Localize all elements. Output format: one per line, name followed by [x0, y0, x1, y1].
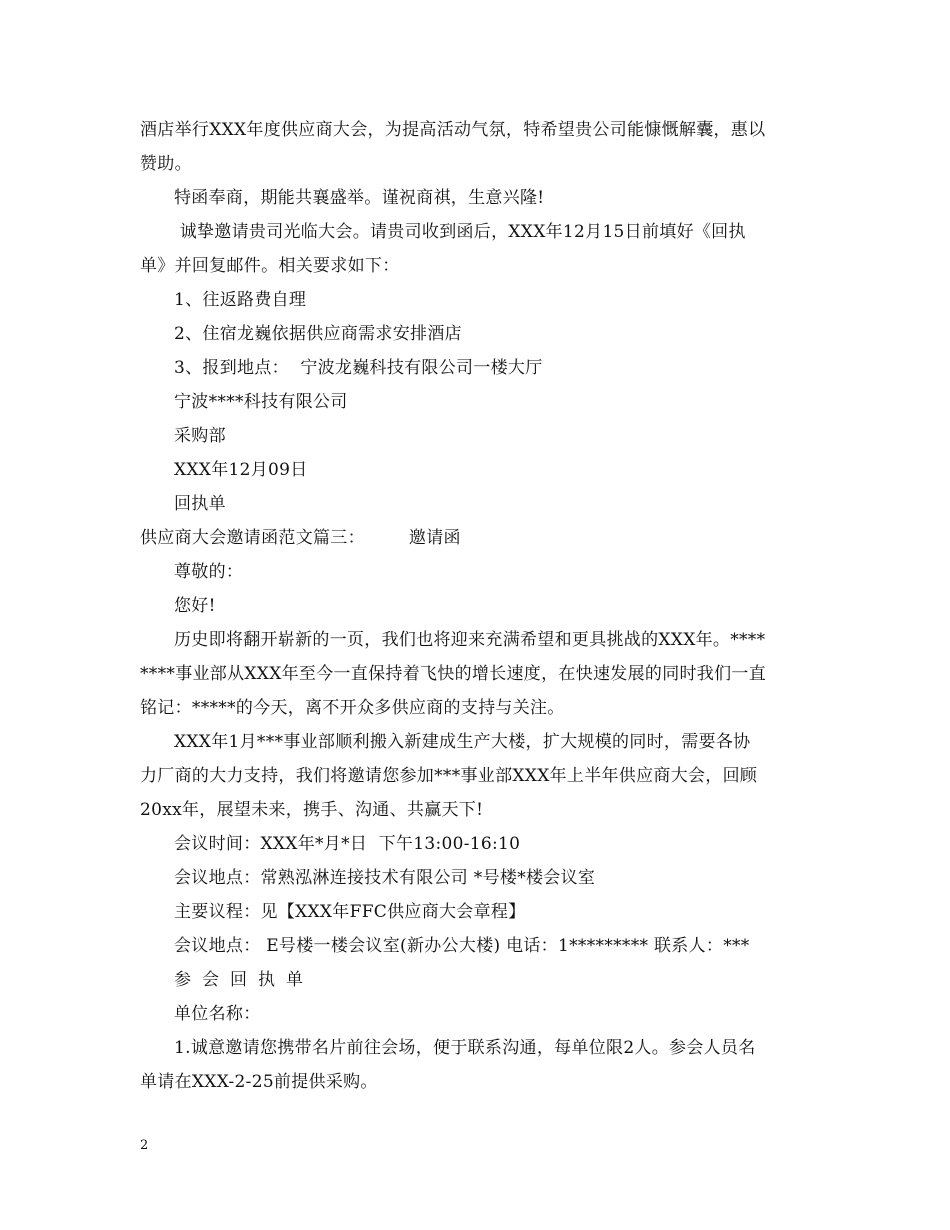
paragraph-line: 历史即将翻开崭新的一页，我们也将迎来充满希望和更具挑战的XXX年。****	[174, 630, 766, 650]
paragraph-line: 20xx年，展望未来，携手、沟通、共赢天下!	[140, 800, 484, 820]
document-body	[140, 113, 812, 1099]
list-item: 1、往返路费自理	[174, 290, 307, 310]
paragraph-line: 赞助。	[140, 154, 192, 174]
meeting-agenda: 主要议程：见【XXX年FFC供应商大会章程】	[174, 902, 526, 922]
section-title: 供应商大会邀请函范文篇三：	[140, 528, 365, 548]
paragraph-line: 单》并回复邮件。相关要求如下：	[140, 256, 400, 276]
paragraph-line: 特函奉商，期能共襄盛举。谨祝商祺，生意兴隆!	[174, 188, 545, 208]
paragraph-line: XXX年1月***事业部顺利搬入新建成生产大楼，扩大规模的同时，需要各协	[174, 732, 751, 752]
paragraph-line: ****事业部从XXX年至今一直保持着飞快的增长速度，在快速发展的同时我们一直	[140, 664, 767, 684]
salutation: 尊敬的：	[174, 562, 244, 582]
list-item: 2、住宿龙巍依据供应商需求安排酒店	[174, 324, 462, 344]
paragraph-line: 单请在XXX-2-25前提供采购。	[140, 1072, 378, 1092]
page-number: 2	[140, 1138, 149, 1153]
organization-name-label: 单位名称：	[174, 1004, 261, 1024]
meeting-location: 会议地点：常熟泓淋连接技术有限公司 *号楼*楼会议室	[174, 868, 596, 888]
signature-date: XXX年12月09日	[174, 460, 308, 480]
paragraph-line: 力厂商的大力支持，我们将邀请您参加***事业部XXX年上半年供应商大会，回顾	[140, 766, 758, 786]
attendance-receipt-title: 参会回执单	[174, 970, 314, 990]
invitation-title: 邀请函	[408, 528, 461, 548]
receipt-heading: 回执单	[174, 494, 226, 514]
paragraph-line: 铭记：*****的今天，离不开众多供应商的支持与关注。	[140, 698, 565, 718]
paragraph-line: 1.诚意邀请您携带名片前往会场，便于联系沟通，每单位限2人。参会人员名	[174, 1038, 756, 1058]
list-item: 3、报到地点： 宁波龙巍科技有限公司一楼大厅	[174, 358, 543, 378]
signature-company: 宁波****科技有限公司	[174, 392, 348, 412]
meeting-contact: 会议地点： E号楼一楼会议室(新办公大楼) 电话：1********* 联系人：***	[174, 936, 750, 956]
meeting-time: 会议时间：XXX年*月*日 下午13:00-16:10	[174, 834, 521, 854]
section-heading	[140, 521, 812, 555]
paragraph-line: 诚挚邀请贵司光临大会。请贵司收到函后，XXX年12月15日前填好《回执	[174, 222, 746, 242]
signature-department: 采购部	[174, 426, 226, 446]
paragraph-line: 酒店举行XXX年度供应商大会，为提高活动气氛，特希望贵公司能慷慨解囊，惠以	[140, 120, 766, 140]
greeting: 您好!	[174, 596, 216, 616]
